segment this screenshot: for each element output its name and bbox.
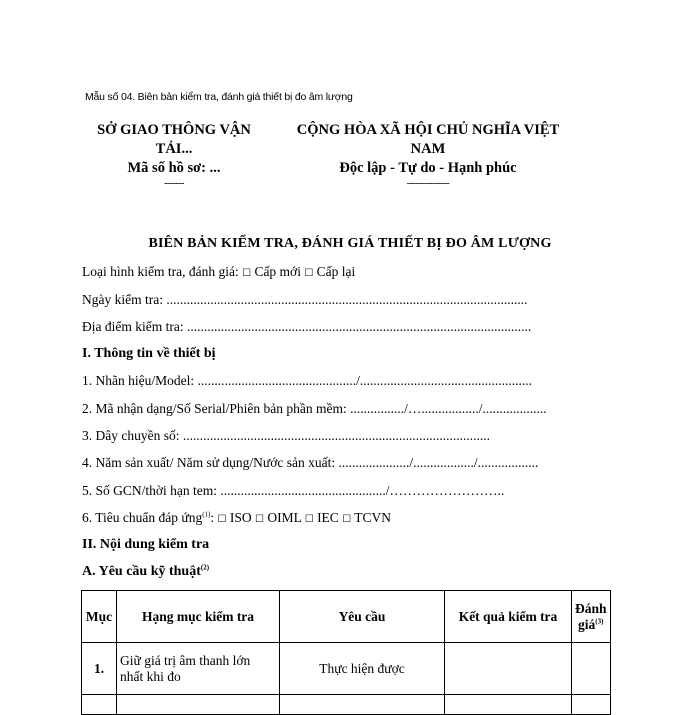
col-header-no: Mục bbox=[82, 591, 117, 643]
motto: Độc lập - Tự do - Hạnh phúc bbox=[339, 160, 517, 176]
standard-tcvn: TCVN bbox=[354, 510, 392, 525]
checkbox-renew-icon[interactable]: ☐ bbox=[304, 268, 314, 279]
table-header-row bbox=[82, 591, 611, 643]
inspection-table bbox=[81, 590, 611, 715]
inspection-type-new: Cấp mới bbox=[254, 264, 301, 279]
field-year-country: 4. Năm sản xuất/ Năm sử dụng/Nước sản xuất: ...................../................../.................. bbox=[82, 455, 539, 470]
table-row-partial bbox=[82, 695, 611, 715]
standards-footnote: (1) bbox=[202, 510, 211, 519]
checkbox-iso-icon[interactable]: ☐ bbox=[217, 514, 227, 525]
inspection-type-renew: Cấp lại bbox=[316, 264, 356, 279]
form-caption: Mẫu số 04. Biên bản kiểm tra, đánh giá thiết bị đo âm lượng bbox=[85, 91, 353, 103]
checkbox-new-icon[interactable]: ☐ bbox=[242, 268, 252, 279]
standard-iso: ISO bbox=[229, 510, 252, 525]
col-header-assessment-footnote: (3) bbox=[595, 617, 604, 625]
field-certificate: 5. Số GCN/thời hạn tem: ................................................./…………………….. bbox=[82, 483, 505, 498]
left-divider: ------- bbox=[164, 178, 184, 189]
inspection-type-label: Loại hình kiểm tra, đánh giá: bbox=[82, 264, 243, 279]
field-brand-model: 1. Nhãn hiệu/Model: .............................................../................................................... bbox=[82, 373, 532, 388]
row-assessment-cell[interactable] bbox=[572, 643, 611, 695]
place-line: Địa điểm kiểm tra: ...................................................................................................... bbox=[82, 319, 532, 334]
col-header-item: Hạng mục kiểm tra bbox=[117, 591, 280, 643]
field-serial: 2. Mã nhận dạng/Số Serial/Phiên bản phần mềm: ................/…................./................... bbox=[82, 401, 547, 416]
partial-cell-1 bbox=[82, 695, 117, 715]
table-row bbox=[82, 643, 611, 695]
row-requirement: Thực hiện được bbox=[280, 643, 445, 695]
standards-colon: : bbox=[210, 510, 218, 525]
checkbox-oiml-icon[interactable]: ☐ bbox=[255, 514, 264, 525]
col-header-assessment bbox=[572, 591, 611, 643]
agency-name-line1: SỞ GIAO THÔNG VẬN bbox=[97, 122, 251, 138]
agency-name-line2: TẢI... bbox=[155, 141, 193, 157]
standards-label: 6. Tiêu chuẩn đáp ứng bbox=[82, 510, 203, 525]
partial-cell-2 bbox=[117, 695, 280, 715]
partial-cell-3 bbox=[280, 695, 445, 715]
section-2-heading: II. Nội dung kiểm tra bbox=[82, 537, 210, 552]
standard-oiml: OIML bbox=[267, 510, 302, 525]
document-title: BIÊN BẢN KIỂM TRA, ĐÁNH GIÁ THIẾT BỊ ĐO ÂM LƯỢNG bbox=[148, 236, 552, 251]
field-standards bbox=[82, 510, 622, 526]
col-header-assessment-label: Đánh giá bbox=[575, 600, 607, 632]
inspection-type-line bbox=[82, 264, 622, 280]
field-production-line: 3. Dây chuyền số: ........................................................................................... bbox=[82, 428, 490, 443]
row-no: 1. bbox=[82, 643, 117, 695]
row-result-cell[interactable] bbox=[445, 643, 572, 695]
partial-cell-5[interactable] bbox=[572, 695, 611, 715]
checkbox-iec-icon[interactable]: ☐ bbox=[304, 514, 314, 525]
file-code: Mã số hồ sơ: ... bbox=[127, 160, 221, 176]
col-header-result: Kết quả kiểm tra bbox=[445, 591, 572, 643]
col-header-requirement: Yêu cầu bbox=[280, 591, 445, 643]
country-name-line2: NAM bbox=[410, 141, 446, 157]
header-left bbox=[84, 121, 264, 190]
standard-iec: IEC bbox=[317, 510, 339, 525]
partial-cell-4[interactable] bbox=[445, 695, 572, 715]
section-2a-heading bbox=[82, 564, 622, 580]
checkbox-tcvn-icon[interactable]: ☐ bbox=[342, 514, 352, 525]
section-2a-label: A. Yêu cầu kỹ thuật bbox=[82, 564, 201, 579]
section-2a-footnote: (2) bbox=[200, 563, 210, 572]
date-line: Ngày kiểm tra: ........................................................................................................... bbox=[82, 292, 528, 307]
row-item: Giữ giá trị âm thanh lớn nhất khi đo bbox=[117, 643, 280, 695]
header-right bbox=[285, 121, 571, 190]
right-divider: --------------- bbox=[406, 178, 450, 189]
section-1-heading: I. Thông tin về thiết bị bbox=[82, 346, 216, 361]
country-name-line1: CỘNG HÒA XÃ HỘI CHỦ NGHĨA VIỆT bbox=[296, 122, 560, 138]
